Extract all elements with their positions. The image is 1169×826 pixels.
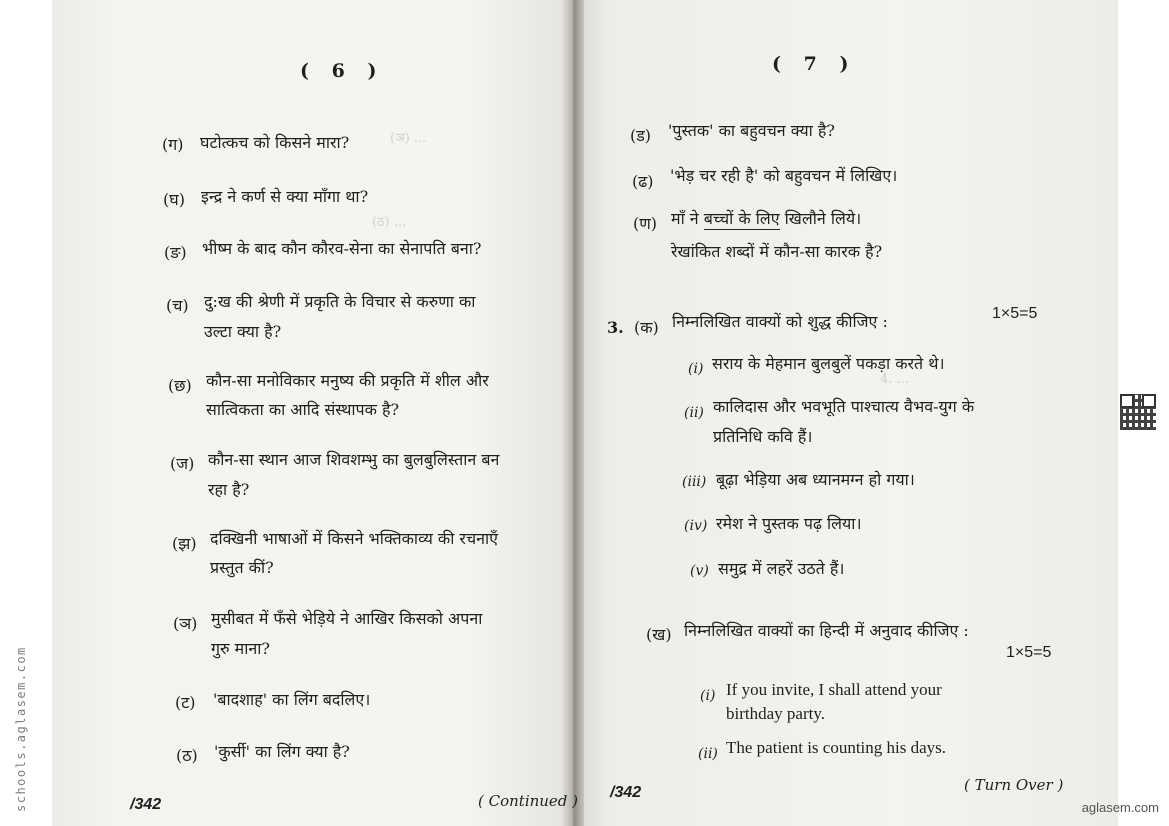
part-label: (क) [634,318,659,337]
marks: 1×5=5 [1006,644,1052,661]
question-text: उल्टा क्या है? [204,322,282,341]
question-label: (झ) [172,534,197,553]
instruction: निम्नलिखित वाक्यों का हिन्दी में अनुवाद कीजिए : [684,621,969,640]
item-text: If you invite, I shall attend your [726,680,942,699]
item-number: (i) [700,688,716,704]
question-text: दु:ख की श्रेणी में प्रकृति के विचार से करुणा का [204,292,476,311]
qr-code-icon [1120,394,1156,430]
question-label: (ङ) [164,243,187,262]
question-text: भीष्म के बाद कौन कौरव-सेना का सेनापति बना? [202,239,482,258]
show-through-text: (ञ) ... [390,131,427,146]
question-label: (ठ) [176,746,198,765]
question-label: (ट) [175,693,196,712]
item-text: प्रतिनिधि कवि हैं। [713,427,813,446]
question-text: 'पुस्तक' का बहुवचन क्या है? [668,121,835,140]
page-number-left: ( 6 ) [300,60,385,82]
question-number: 3. [607,318,624,337]
continued-note: ( Continued ) [478,792,579,810]
marks: 1×5=5 [992,305,1038,322]
book-gutter [562,0,584,826]
question-label: (ञ) [173,614,198,633]
question-label: (ण) [633,214,658,233]
paper-code-right: /342 [610,784,642,801]
question-text: गुरु माना? [211,639,270,658]
question-text: रहा है? [208,480,250,499]
paper-code-left: /342 [130,796,162,813]
question-text: कौन-सा स्थान आज शिवशम्भु का बुलबुलिस्तान बन [208,450,500,469]
item-text: birthday party. [726,704,825,723]
item-text: कालिदास और भवभूति पाश्चात्य वैभव-युग के [713,397,975,416]
question-label: (ड) [630,126,652,145]
question-label: (ज) [170,454,195,473]
show-through-text: 4. ... [880,372,909,387]
question-text: 'कुर्सी' का लिंग क्या है? [214,742,350,761]
item-number: (iii) [682,474,707,490]
question-text [671,207,861,229]
item-number: (ii) [698,746,718,762]
turn-over-note: ( Turn Over ) [964,776,1064,794]
question-label: (च) [166,296,189,315]
question-label: (ग) [162,135,184,154]
item-text: The patient is counting his days. [726,738,947,757]
question-text: सात्विकता का आदि संस्थापक है? [206,400,400,419]
item-number: (i) [688,361,704,377]
sentence-end: खिलौने लिये। [784,209,862,228]
question-label: (घ) [163,190,185,209]
item-text: समुद्र में लहरें उठते हैं। [718,559,845,578]
item-text: बूढ़ा भेड़िया अब ध्यानमग्न हो गया। [716,470,915,489]
underlined-words: बच्चों के लिए [703,209,780,228]
item-number: (v) [690,563,709,579]
show-through-text: (ठ) ... [372,215,407,230]
question-text: 'भेड़ चर रही है' को बहुवचन में लिखिए। [670,166,898,185]
item-number: (ii) [684,405,704,421]
question-text: प्रस्तुत कीं? [210,558,274,577]
part-label: (ख) [646,625,672,644]
question-text: घटोत्कच को किसने मारा? [200,133,350,152]
question-label: (छ) [168,376,192,395]
question-text: रेखांकित शब्दों में कौन-सा कारक है? [671,242,883,261]
brand-text: aglasem.com [1081,800,1159,815]
question-text: 'बादशाह' का लिंग बदलिए। [213,690,371,709]
item-number: (iv) [684,518,708,534]
question-text: मुसीबत में फँसे भेड़िये ने आखिर किसको अपना [211,609,483,628]
question-text: दक्खिनी भाषाओं में किसने भक्तिकाव्य की रचनाएँ [210,529,499,548]
item-text: रमेश ने पुस्तक पढ़ लिया। [716,514,862,533]
sentence-start: माँ ने [671,209,699,228]
instruction: निम्नलिखित वाक्यों को शुद्ध कीजिए : [672,312,888,331]
question-text: इन्द्र ने कर्ण से क्या माँगा था? [201,187,369,206]
item-text: सराय के मेहमान बुलबुलें पकड़ा करते थे। [712,354,945,373]
page-number-right: ( 7 ) [772,53,857,75]
question-label: (ढ) [632,172,654,191]
question-text: कौन-सा मनोविकार मनुष्य की प्रकृति में शील और [206,371,489,390]
watermark-text: schools.aglasem.com [14,646,28,812]
